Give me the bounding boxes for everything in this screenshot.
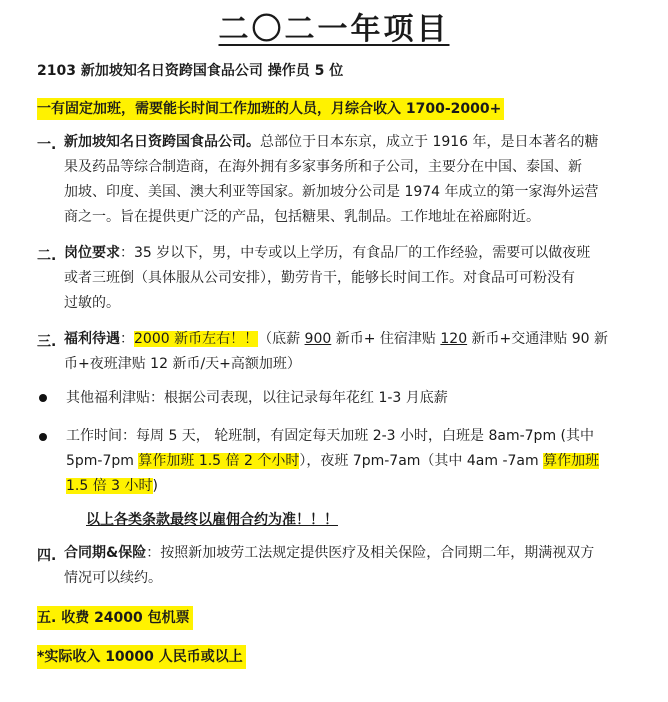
fee-line: 五. 收费 24000 包机票 (37, 606, 193, 630)
section1-line: 商之一。旨在提供更广泛的产品，包括糖果、乳制品。工作地址在裕廊附近。 (64, 209, 540, 225)
section3-heading: 福利待遇 (64, 331, 120, 347)
section2-number: 二. (37, 248, 57, 264)
housing-allowance: 120 (440, 331, 468, 347)
section2-line: ：35 岁以下，男，中专或以上学历，有食品厂的工作经验，需要可以做夜班 (120, 245, 591, 261)
section3-line: 币+夜班津贴 12 新币/天+高额加班） (64, 356, 301, 372)
hours-text: ），夜班 7pm-7am（其中 4am -7am (299, 453, 544, 469)
section2-line: 或者三班倒（具体服从公司安排），勤劳肯干，能够长时间工作。对食品可可粉没有 (64, 270, 575, 286)
page-title: 二〇二一年项目 (218, 12, 450, 47)
section2-line: 过敏的。 (64, 295, 120, 311)
hours-line: 工作时间：每周 5 天， 轮班制，有固定每天加班 2-3 小时，白班是 8am-7pm (其中 (66, 428, 594, 444)
section4-line: 情况可以续约。 (64, 570, 162, 586)
base-salary: 900 (304, 331, 332, 347)
section1-body (64, 130, 664, 230)
section3-text: （底薪 (258, 331, 305, 347)
bullet-working-hours (66, 424, 664, 499)
section3-colon: ： (120, 331, 134, 347)
section1-line: 果及药品等综合制造商，在海外拥有多家事务所和子公司，主要分在中国、泰国、新 (64, 159, 582, 175)
actual-income-note: *实际收入 10000 人民币或以上 (37, 645, 246, 669)
section3-text: 新币+交通津贴 90 新 (467, 331, 609, 347)
section3-number: 三. (37, 334, 57, 350)
terms-notice: 以上各类条款最终以雇佣合约为准！！！ (86, 512, 338, 528)
section2-body (64, 241, 664, 316)
section4-body (64, 541, 664, 591)
hours-text: ) (152, 478, 158, 494)
bullet-dot (39, 394, 47, 402)
section1-number: 一. (37, 137, 57, 153)
section1-heading: 新加坡知名日资跨国食品公司。 (64, 134, 260, 150)
salary-highlight: 2000 新币左右！！ (134, 331, 259, 347)
section2-heading: 岗位要求 (64, 245, 120, 261)
section3-text: 新币+ 住宿津贴 (331, 331, 441, 347)
section1-line: 加坡、印度、美国、澳大利亚等国家。新加坡分公司是 1974 年成立的第一家海外运营 (64, 184, 599, 200)
section1-line: 总部位于日本东京，成立于 1916 年，是日本著名的糖 (260, 134, 599, 150)
bullet-benefits: 其他福利津贴：根据公司表现，以往记录每年花红 1-3 月底薪 (66, 390, 448, 406)
income-banner: 一有固定加班，需要能长时间工作加班的人员，月综合收入 1700-2000+ (37, 98, 504, 120)
section4-line: ：按照新加坡劳工法规定提供医疗及相关保险，合同期二年，期满视双方 (146, 545, 595, 561)
section4-heading: 合同期&保险 (64, 545, 147, 561)
overtime-highlight: 算作加班 (543, 453, 600, 469)
hours-text: 5pm-7pm (66, 453, 139, 469)
section4-number: 四. (37, 548, 57, 564)
overtime-highlight: 1.5 倍 3 小时 (66, 478, 153, 494)
subtitle: 2103 新加坡知名日资跨国食品公司 操作员 5 位 (37, 63, 344, 79)
section3-body (64, 327, 664, 377)
bullet-dot (39, 433, 47, 441)
overtime-highlight: 算作加班 1.5 倍 2 个小时 (138, 453, 300, 469)
